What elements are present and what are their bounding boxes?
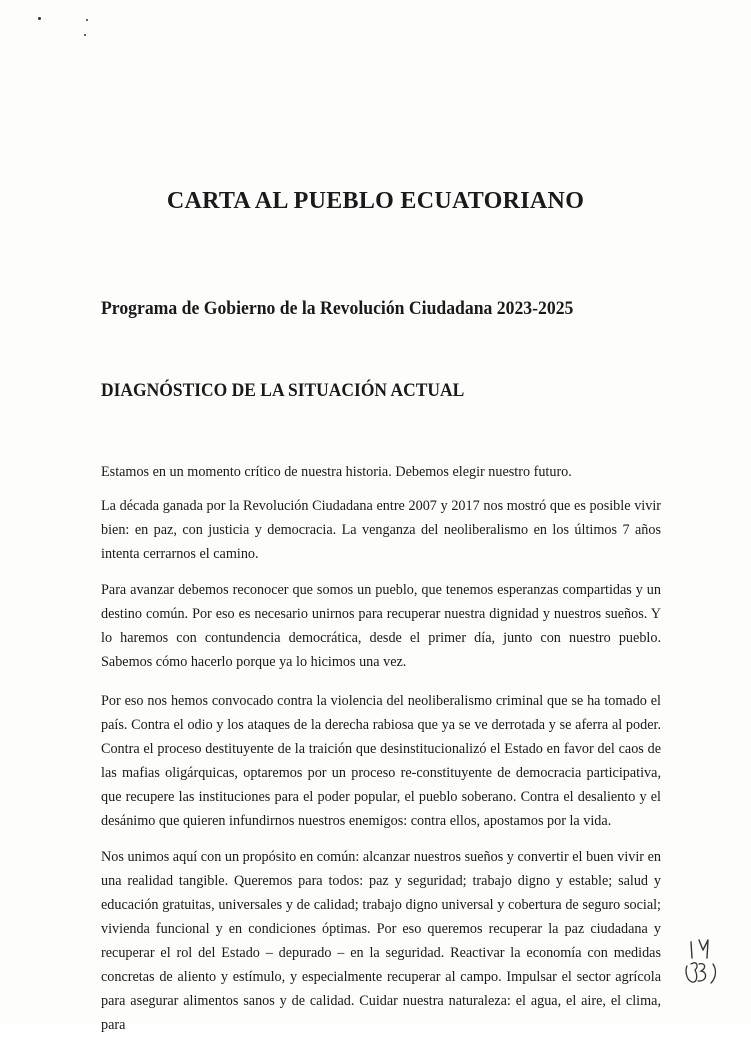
scan-speck (38, 17, 41, 20)
scan-speck (86, 19, 88, 21)
document-subtitle: Programa de Gobierno de la Revolución Ciudadana 2023-2025 (101, 298, 574, 319)
section-heading: DIAGNÓSTICO DE LA SITUACIÓN ACTUAL (101, 380, 465, 401)
paragraph: Nos unimos aquí con un propósito en común: alcanzar nuestros sueños y convertir el buen vivir en una realidad tangible. Queremos para todos: paz y seguridad; trabajo digno y estable; salud y educación gratuitas, universales y de calidad; trabajo digno universal y cobertura de seguro social; vivienda funcional y en condiciones óptimas. Por eso queremos recuperar la paz ciudadana y recuperar el rol del Estado – depurado – en la seguridad. Reactivar la economía con medidas concretas de aliento y estímulo, y especialmente recuperar al campo. Impulsar el sector agrícola para asegurar alimentos sanos y de calidad. Cuidar nuestra naturaleza: el agua, el aire, el clima, para (101, 849, 661, 1033)
paragraph: Estamos en un momento crítico de nuestra historia. Debemos elegir nuestro futuro. (101, 464, 572, 480)
document-title: CARTA AL PUEBLO ECUATORIANO (166, 188, 585, 214)
scan-speck (84, 34, 86, 36)
paragraph: Para avanzar debemos reconocer que somos un pueblo, que tenemos esperanzas compartidas y un destino común. Por eso es necesario unirnos para recuperar nuestra dignidad y nuestros sueños. Y lo haremos con contundencia democrática, desde el primer día, junto con nuestro pueblo. Sabemos cómo hacerlo porque ya lo hicimos una vez. (101, 582, 661, 670)
paragraph: La década ganada por la Revolución Ciudadana entre 2007 y 2017 nos mostró que es posible vivir bien: en paz, con justicia y democracia. La venganza del neoliberalismo en los últimos 7 años intenta cerrarnos el camino. (101, 498, 661, 562)
paragraph: Por eso nos hemos convocado contra la violencia del neoliberalismo criminal que se ha tomado el país. Contra el odio y los ataques de la derecha rabiosa que ya se ve derrotada y se aferra al poder. Contra el proceso destituyente de la traición que desinstitucionalizó el Estado en favor del caos de las mafias oligárquicas, optaremos por un proceso re-constituyente de democracia participativa, que recupere las instituciones para el poder popular, el pueblo soberano. Contra el desaliento y el desánimo que quieren infundirnos nuestros enemigos: contra ellos, apostamos por la vida. (101, 693, 661, 829)
handwritten-initials-mark (683, 936, 727, 988)
